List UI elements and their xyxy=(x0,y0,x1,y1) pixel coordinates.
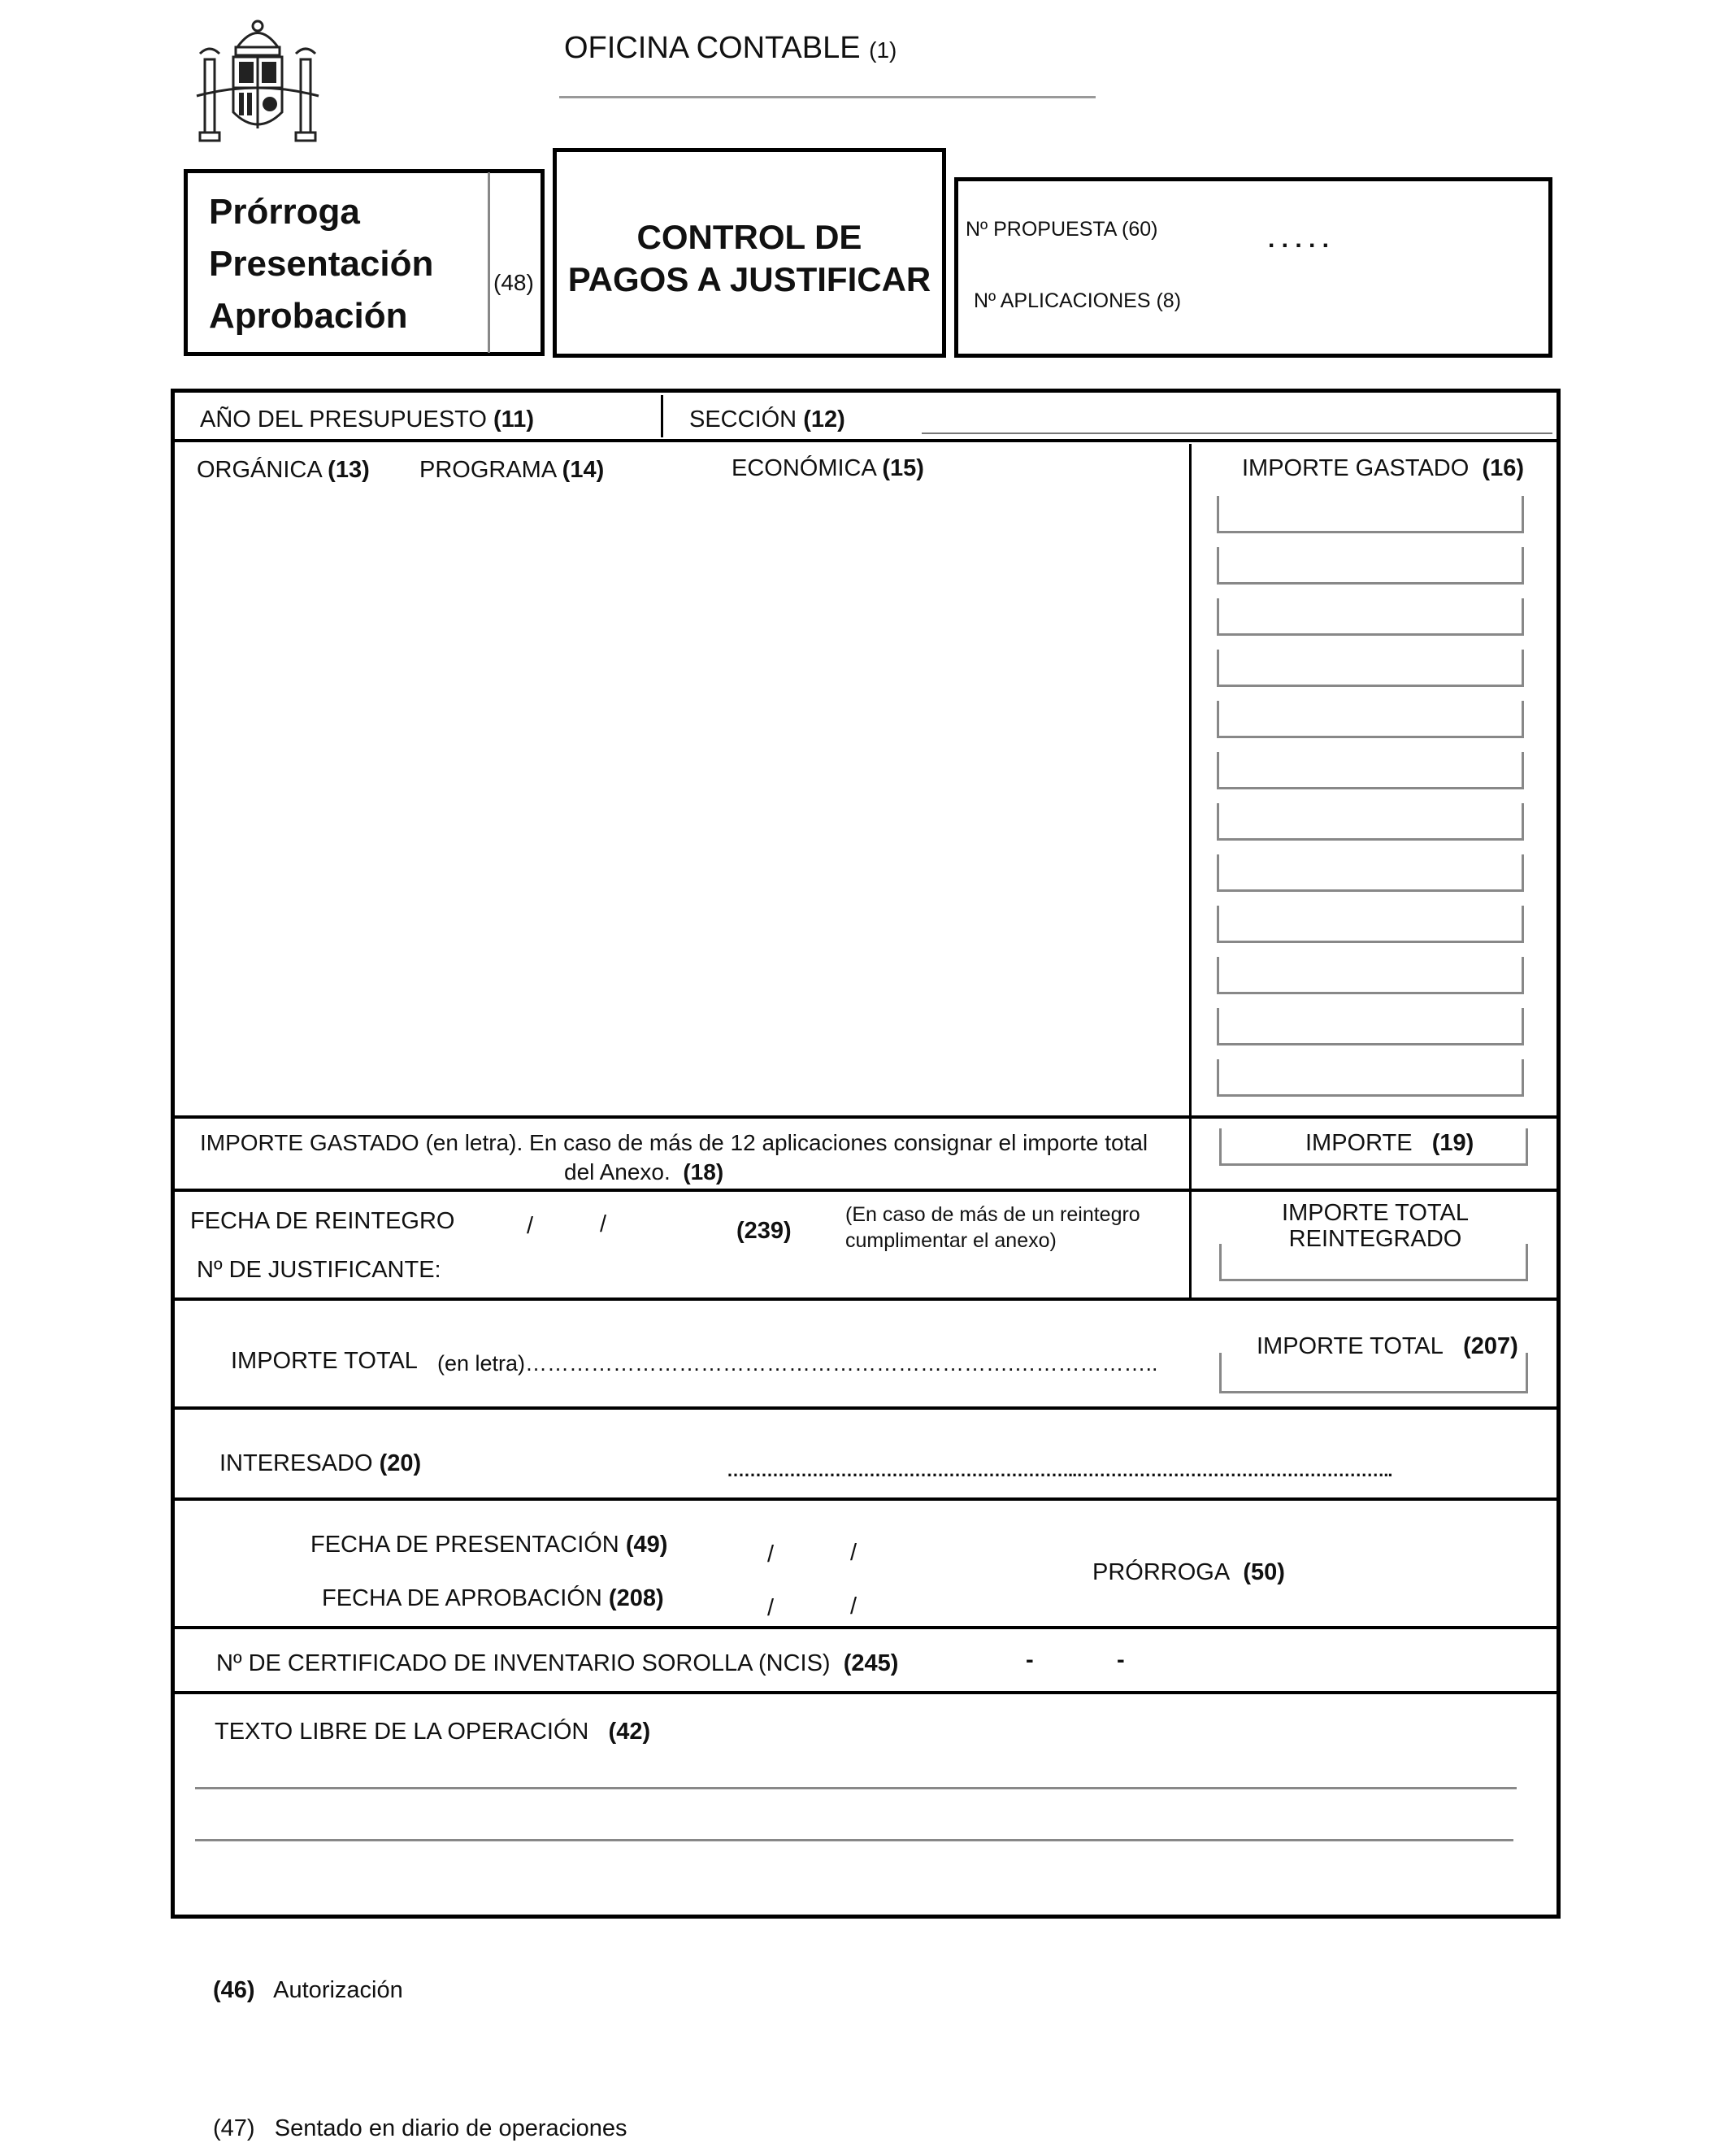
free-text-label: TEXTO LIBRE DE LA OPERACIÓN (42) xyxy=(215,1719,651,1745)
document-type-divider xyxy=(488,172,490,353)
refund-total-field[interactable] xyxy=(1219,1244,1528,1281)
row-importe-field[interactable] xyxy=(1217,803,1524,841)
office-label: OFICINA CONTABLE (1) xyxy=(564,31,897,65)
table-row xyxy=(0,693,1728,745)
table-row xyxy=(0,539,1728,591)
total-amount-field[interactable] xyxy=(1219,1353,1528,1393)
col-organica-header: ORGÁNICA (13) xyxy=(197,457,370,483)
interested-bottom-line xyxy=(172,1497,1559,1501)
refund-bottom-line xyxy=(172,1298,1559,1301)
inventory-label: Nº DE CERTIFICADO DE INVENTARIO SOROLLA (NCIS) (245) xyxy=(216,1650,899,1676)
refund-note-line1: (En caso de más de un reintegro xyxy=(845,1203,1140,1226)
col-economica-header: ECONÓMICA (15) xyxy=(732,455,924,481)
proposal-box xyxy=(954,177,1552,358)
free-text-line-1[interactable] xyxy=(195,1787,1517,1789)
row-importe-field[interactable] xyxy=(1217,1008,1524,1045)
journal-line: (47) Sentado en diario de operaciones xyxy=(213,2115,627,2141)
interested-name-dots[interactable]: ……………………………………………………..……………………………………………….. xyxy=(727,1460,1392,1480)
dates-bottom-line xyxy=(172,1626,1559,1629)
refund-total-label-line2: REINTEGRADO xyxy=(1288,1226,1462,1252)
refund-date-sep-2: / xyxy=(600,1211,607,1237)
authorization-line: (46) Autorización xyxy=(213,1977,403,2003)
refund-note-line2: cumplimentar el anexo) xyxy=(845,1229,1057,1252)
budget-divider xyxy=(661,395,663,437)
option-aprobacion[interactable]: Aprobación xyxy=(209,296,408,336)
refund-total-label-line1: IMPORTE TOTAL xyxy=(1282,1200,1469,1226)
refund-date-sep-1: / xyxy=(527,1213,534,1239)
row-importe-field[interactable] xyxy=(1217,701,1524,738)
total-letter-label: (en letra)………………………………………………………….……………….. xyxy=(437,1351,1158,1376)
voucher-label: Nº DE JUSTIFICANTE: xyxy=(197,1257,441,1283)
presentation-date-label: FECHA DE PRESENTACIÓN (49) xyxy=(310,1532,668,1558)
budget-row-bottom-line xyxy=(172,439,1559,442)
approval-sep-1: / xyxy=(767,1595,775,1621)
budget-year-label: AÑO DEL PRESUPUESTO (11) xyxy=(200,406,534,433)
interested-label: INTERESADO (20) xyxy=(219,1450,422,1476)
table-row xyxy=(0,795,1728,847)
free-text-line-2[interactable] xyxy=(195,1839,1513,1841)
row-importe-field[interactable] xyxy=(1217,547,1524,585)
inventory-dash-1: - xyxy=(1026,1647,1034,1673)
row-importe-field[interactable] xyxy=(1217,650,1524,687)
table-row xyxy=(0,744,1728,796)
approval-date-label: FECHA DE APROBACIÓN (208) xyxy=(322,1585,664,1611)
option-prorroga[interactable]: Prórroga xyxy=(209,192,360,232)
row-importe-field[interactable] xyxy=(1217,496,1524,533)
inventory-dash-2: - xyxy=(1117,1647,1125,1673)
section-name-line xyxy=(922,433,1552,434)
table-row xyxy=(0,1000,1728,1052)
office-underline xyxy=(559,96,1096,98)
table-row xyxy=(0,898,1728,950)
row-importe-field[interactable] xyxy=(1217,752,1524,789)
table-row xyxy=(0,641,1728,693)
row-importe-field[interactable] xyxy=(1217,906,1524,943)
row-importe-field[interactable] xyxy=(1217,854,1524,892)
spent-letter-bottom-line xyxy=(172,1189,1559,1192)
section-label: SECCIÓN (12) xyxy=(689,406,845,433)
table-bottom-line xyxy=(172,1115,1559,1119)
proposal-label: Nº PROPUESTA (60) xyxy=(966,218,1158,241)
spent-letter-line1: IMPORTE GASTADO (en letra). En caso de más de 12 aplicaciones consignar el importe total xyxy=(200,1130,1148,1155)
extension-label: PRÓRROGA (50) xyxy=(1092,1559,1285,1585)
col-programa-header: PROGRAMA (14) xyxy=(419,457,605,483)
col-importe-header: IMPORTE GASTADO (16) xyxy=(1242,455,1524,481)
importe-19-label: IMPORTE (19) xyxy=(1305,1130,1474,1156)
presentation-sep-1: / xyxy=(767,1541,775,1567)
total-bottom-line xyxy=(172,1406,1559,1410)
options-ref: (48) xyxy=(493,270,534,295)
refund-date-label: FECHA DE REINTEGRO xyxy=(190,1208,455,1234)
proposal-dots: . . . . . xyxy=(1268,226,1330,253)
row-importe-field[interactable] xyxy=(1217,957,1524,994)
coat-of-arms-logo xyxy=(189,15,327,153)
approval-sep-2: / xyxy=(850,1593,857,1619)
table-row xyxy=(0,949,1728,1001)
table-row xyxy=(0,488,1728,540)
table-row xyxy=(0,846,1728,898)
table-row xyxy=(0,590,1728,642)
total-amount-label: IMPORTE TOTAL (207) xyxy=(1257,1333,1518,1359)
form-title-line1: CONTROL DE xyxy=(636,218,862,256)
option-presentacion[interactable]: Presentación xyxy=(209,244,434,284)
importe-19-field[interactable] xyxy=(1219,1128,1528,1166)
spent-letter-line2: del Anexo. (18) xyxy=(564,1159,724,1184)
row-importe-field[interactable] xyxy=(1217,1059,1524,1097)
applications-label: Nº APLICACIONES (8) xyxy=(974,289,1182,312)
refund-ref: (239) xyxy=(736,1218,792,1244)
inventory-bottom-line xyxy=(172,1691,1559,1694)
form-title-line2: PAGOS A JUSTIFICAR xyxy=(567,260,931,298)
presentation-sep-2: / xyxy=(850,1540,857,1566)
total-label: IMPORTE TOTAL xyxy=(231,1348,418,1374)
row-importe-field[interactable] xyxy=(1217,598,1524,636)
table-row xyxy=(0,1051,1728,1103)
